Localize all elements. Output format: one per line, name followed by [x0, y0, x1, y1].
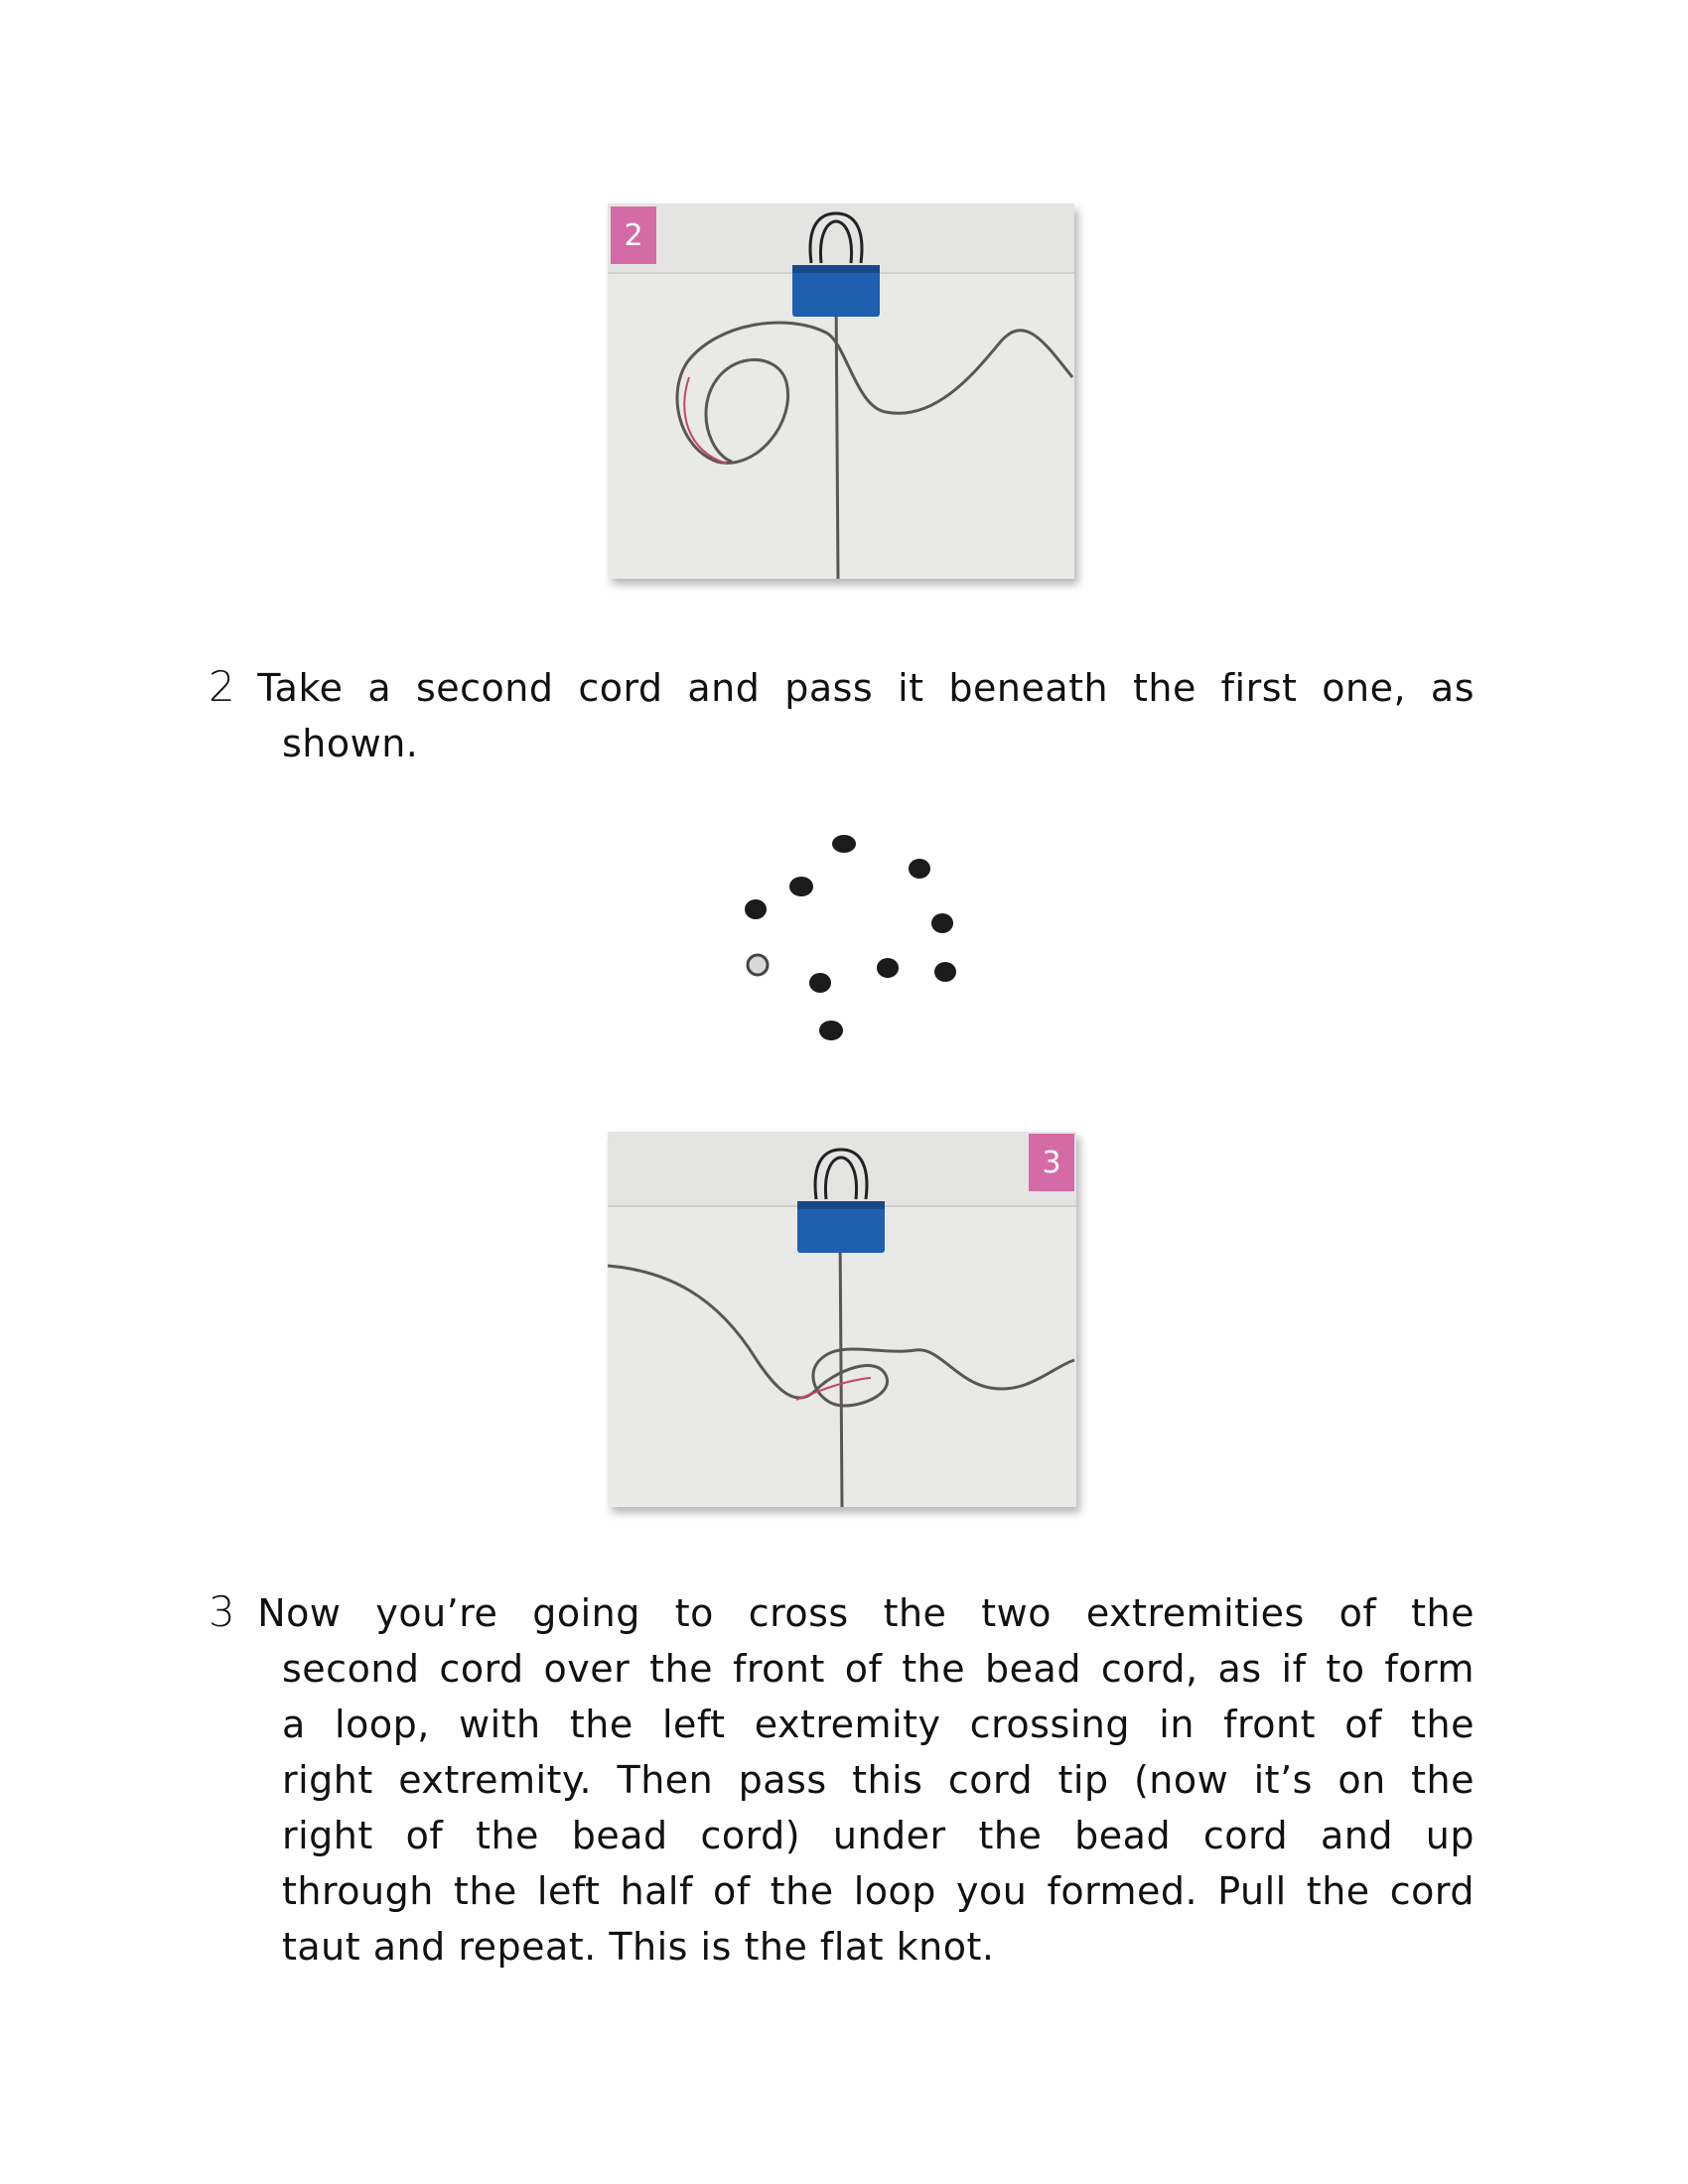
- step-3-line: right extremity. Then pass this cord tip (now it’s on the: [282, 1758, 1475, 1802]
- step-2-line: shown.: [282, 722, 419, 765]
- step-3-photo: [608, 1132, 1076, 1507]
- bead: [745, 899, 767, 919]
- bead-cord: [840, 1231, 842, 1507]
- step-badge: 3: [1029, 1134, 1074, 1191]
- bead: [909, 859, 930, 879]
- step-3-illustration: [608, 1132, 1076, 1507]
- step-3-line-text: Now you’re going to cross the two extremities of the: [257, 1591, 1475, 1635]
- step-3-text: [209, 1584, 1475, 1975]
- step-3-line: through the left half of the loop you formed. Pull the cord: [282, 1869, 1475, 1913]
- bead: [809, 973, 831, 993]
- step-number: 3: [209, 1587, 236, 1636]
- step-number: 2: [209, 662, 236, 711]
- step-3-line: second cord over the front of the bead cord, as if to form: [282, 1647, 1475, 1691]
- bead: [931, 913, 953, 933]
- bead: [934, 962, 956, 982]
- bead-light: [748, 955, 768, 975]
- step-3-line: taut and repeat. This is the flat knot.: [282, 1925, 995, 1969]
- step-2-line: [209, 659, 1475, 716]
- binder-clip-edge: [797, 1201, 885, 1209]
- step-2-text: [209, 659, 1475, 771]
- step-3-line: right of the bead cord) under the bead cord and up: [282, 1814, 1475, 1857]
- bead: [789, 877, 813, 896]
- beads-image: [725, 814, 993, 1052]
- step-2-photo: [608, 204, 1074, 579]
- binder-clip-edge: [792, 265, 880, 273]
- bead: [819, 1021, 843, 1040]
- step-2-line-text: Take a second cord and pass it beneath the first one, as: [257, 666, 1475, 710]
- bead: [877, 958, 899, 978]
- step-3-line: [209, 1584, 1475, 1641]
- bead: [832, 835, 856, 853]
- second-cord: [677, 323, 1072, 463]
- step-badge: 2: [611, 206, 656, 264]
- bead-cord: [836, 293, 838, 579]
- step-3-line: a loop, with the left extremity crossing in front of the: [282, 1703, 1475, 1746]
- step-2-illustration: [608, 204, 1074, 579]
- board-top: [608, 1132, 1076, 1206]
